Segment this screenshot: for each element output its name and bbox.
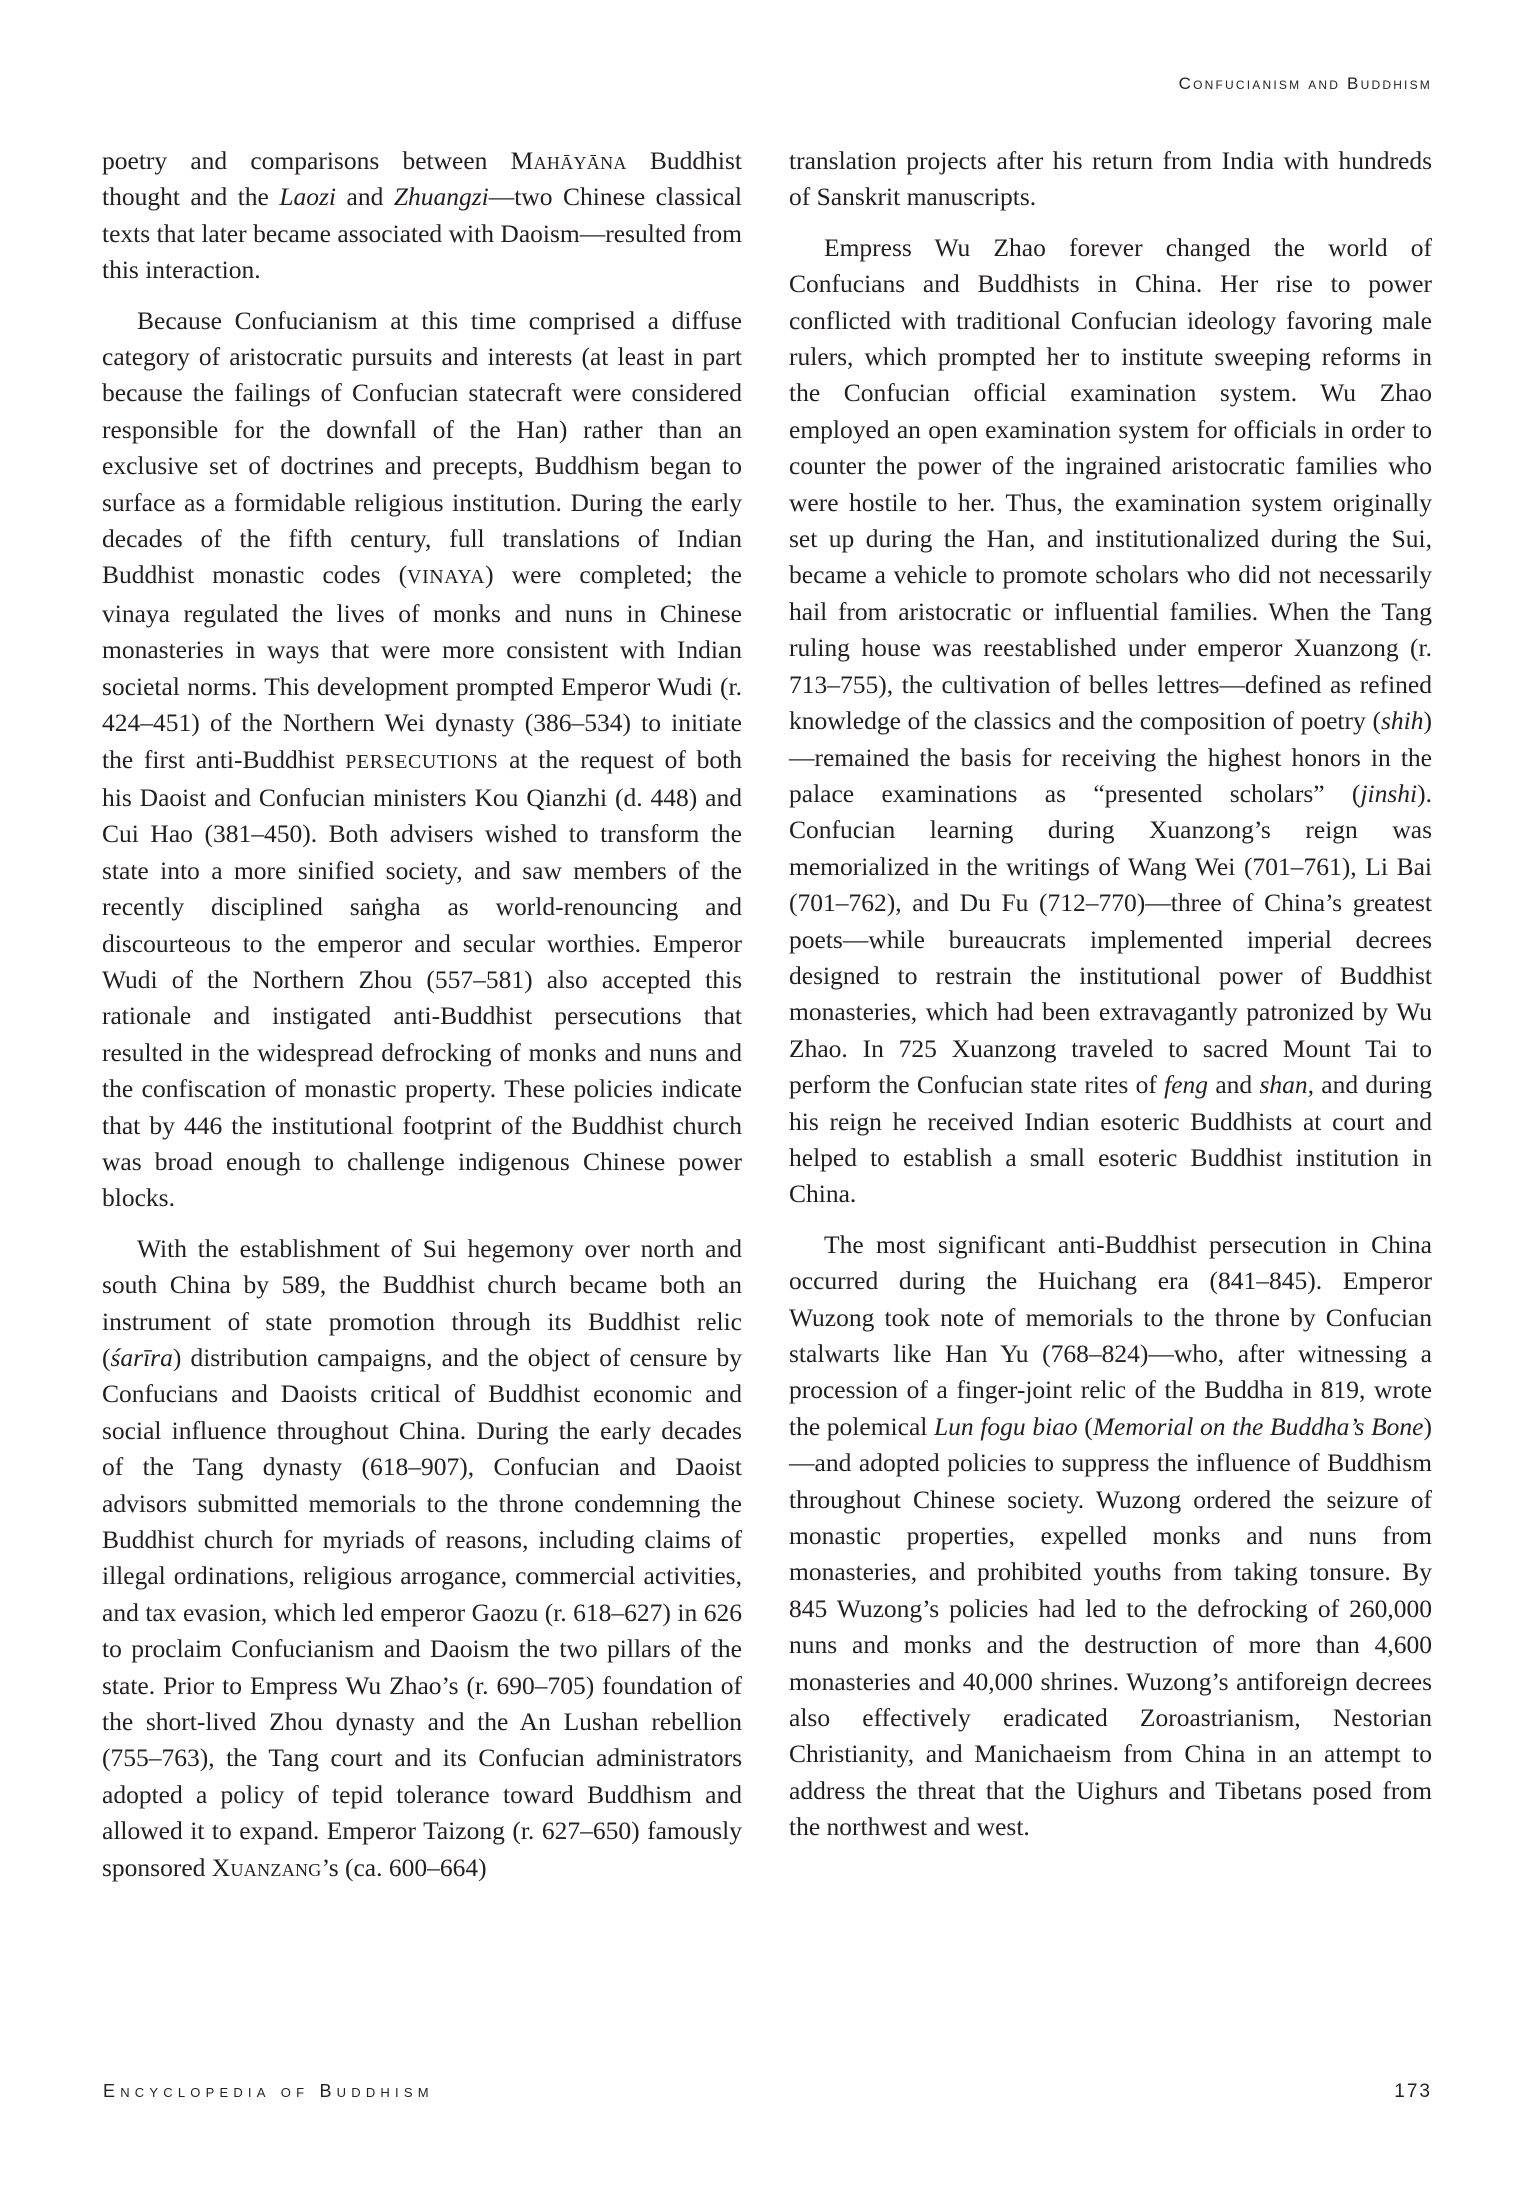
cross-reference-mahayana[interactable]: Mahāyāna (510, 146, 627, 175)
paragraph: Empress Wu Zhao forever changed the world of Confucians and Buddhists in China. Her rise to power conflicted with traditional Confucian ideology favoring male rulers, which prompted her to institute sweeping reforms in the Confucian official examination system. Wu Zhao employed an open examination system for officials in order to counter the power of the ingrained aristocratic families who were hostile to her. Thus, the examination system originally set up during the Han, and institutionalized during the Sui, became a vehicle to promote scholars who did not necessarily hail from aristocratic or influential families. When the Tang ruling house was reestablished under emperor Xuanzong (r. 713–755), the cultivation of belles lettres—defined as refined knowledge of the classics and the composition of poetry (shih)—remained the basis for receiving the highest honors in the palace examinations as “presented scholars” (jinshi). Confucian learning during Xuanzong’s reign was memorialized in the writings of Wang Wei (701–761), Li Bai (701–762), and Du Fu (712–770)—three of China’s greatest poets—while bureaucrats implemented imperial decrees designed to restrain the institutional power of Buddhist monasteries, which had been extravagantly patronized by Wu Zhao. In 725 Xuanzong traveled to sacred Mount Tai to perform the Confucian state rites of feng and shan, and during his reign he received Indian esoteric Buddhists at court and helped to establish a small esoteric Buddhist institution in China. (789, 232, 1432, 1209)
left-column (102, 143, 742, 1900)
term-shan: shan, (1259, 1070, 1314, 1100)
term-sarira: śarīra (110, 1343, 173, 1372)
footer-book-title: Encyclopedia of Buddhism (103, 2081, 434, 2101)
term-feng: feng (1164, 1070, 1209, 1100)
paragraph-continuation: translation projects after his return from India with hundreds of Sanskrit manuscripts. (789, 146, 1432, 212)
term-jinshi: jinshi (1360, 778, 1418, 808)
title-laozi: Laozi (279, 182, 337, 212)
paragraph: The most significant anti-Buddhist persecution in China occurred during the Huichang era (841–845). Emperor Wuzong took note of memorials to the throne by Confucian stalwarts like Han Yu (768–824)—who, after witnessing a procession of a finger-joint relic of the Buddha in 819, wrote the polemical Lun fogu biao (Memorial on the Buddha’s Bone)—and adopted policies to suppress the influence of Buddhism throughout Chinese society. Wuzong ordered the seizure of monastic properties, expelled monks and nuns from monasteries, and prohibited youths from taking tonsure. By 845 Wuzong’s policies had led to the defrocking of 260,000 nuns and monks and the destruction of more than 4,600 monasteries and 40,000 shrines. Wuzong’s antiforeign decrees also effectively eradicated Zoroastrianism, Nestorian Christianity, and Manichaeism from China in an attempt to address the threat that the Uighurs and Tibetans posed from the northwest and west. (789, 1229, 1432, 1842)
cross-reference-persecutions[interactable]: PERSECUTIONS (345, 750, 499, 773)
paragraph: Because Confucianism at this time comprised a diffuse category of aristocratic pursuits and interests (at least in part because the failings of Confucian statecraft were considered responsible for the downfall of the Han) rather than an exclusive set of doctrines and precepts, Buddhism began to surface as a formidable religious institution. During the early decades of the fifth century, full translations of Indian Buddhist monastic codes (VINAYA) were completed; the vinaya regulated the lives of monks and nuns in Chinese monasteries in ways that were more consistent with Indian societal norms. This development prompted Emperor Wudi (r. 424–451) of the Northern Wei dynasty (386–534) to initiate the first anti-Buddhist PERSECUTIONS at the request of both his Daoist and Confucian ministers Kou Qianzhi (d. 448) and Cui Hao (381–450). Both advisers wished to transform the state into a more sinified society, and saw members of the recently disciplined saṅgha as world-renouncing and discourteous to the emperor and secular worthies. Emperor Wudi of the Northern Zhou (557–581) also accepted this rationale and instigated anti-Buddhist persecutions that resulted in the widespread defrocking of monks and nuns and the confiscation of monastic property. These policies indicate that by 446 the institutional footprint of the Buddhist church was broad enough to challenge indigenous Chinese power blocks. (102, 305, 743, 1213)
right-column (789, 143, 1432, 1860)
cross-reference-xuanzang[interactable]: Xuanzang (211, 1852, 322, 1882)
page-number: 173 (1394, 2081, 1432, 2102)
term-shih: shih (1380, 706, 1424, 736)
cross-reference-vinaya[interactable]: VINAYA (407, 566, 486, 589)
running-head: Confucianism and Buddhism (1178, 74, 1432, 93)
title-zhuangzi: Zhuangzi (393, 182, 489, 212)
title-lun-fogu-biao: Lun fogu biao (934, 1411, 1078, 1441)
title-memorial-on-the-buddhas-bone: Memorial on the Buddha’s Bone (1092, 1411, 1424, 1441)
paragraph-continuation: poetry and comparisons between Mahāyāna Buddhist thought and the Laozi and Zhuangzi—two Chinese classical texts that later became associated with Daoism—resulted from this interaction. (102, 146, 743, 285)
paragraph: With the establishment of Sui hegemony over north and south China by 589, the Buddhist church became both an instrument of state promotion through its Buddhist relic (śarīra) distribution campaigns, and the object of censure by Confucians and Daoists critical of Buddhist economic and social influence throughout China. During the early decades of the Tang dynasty (618–907), Confucian and Daoist advisors submitted memorials to the throne condemning the Buddhist church for myriads of reasons, including claims of illegal ordinations, religious arrogance, commercial activities, and tax evasion, which led emperor Gaozu (r. 618–627) in 626 to proclaim Confucianism and Daoism the two pillars of the state. Prior to Empress Wu Zhao’s (r. 690–705) foundation of the short-lived Zhou dynasty and the An Lushan rebellion (755–763), the Tang court and its Confucian administrators adopted a policy of tepid tolerance toward Buddhism and allowed it to expand. Emperor Taizong (r. 627–650) famously sponsored Xuanzang’s (ca. 600–664) (102, 1233, 742, 1882)
